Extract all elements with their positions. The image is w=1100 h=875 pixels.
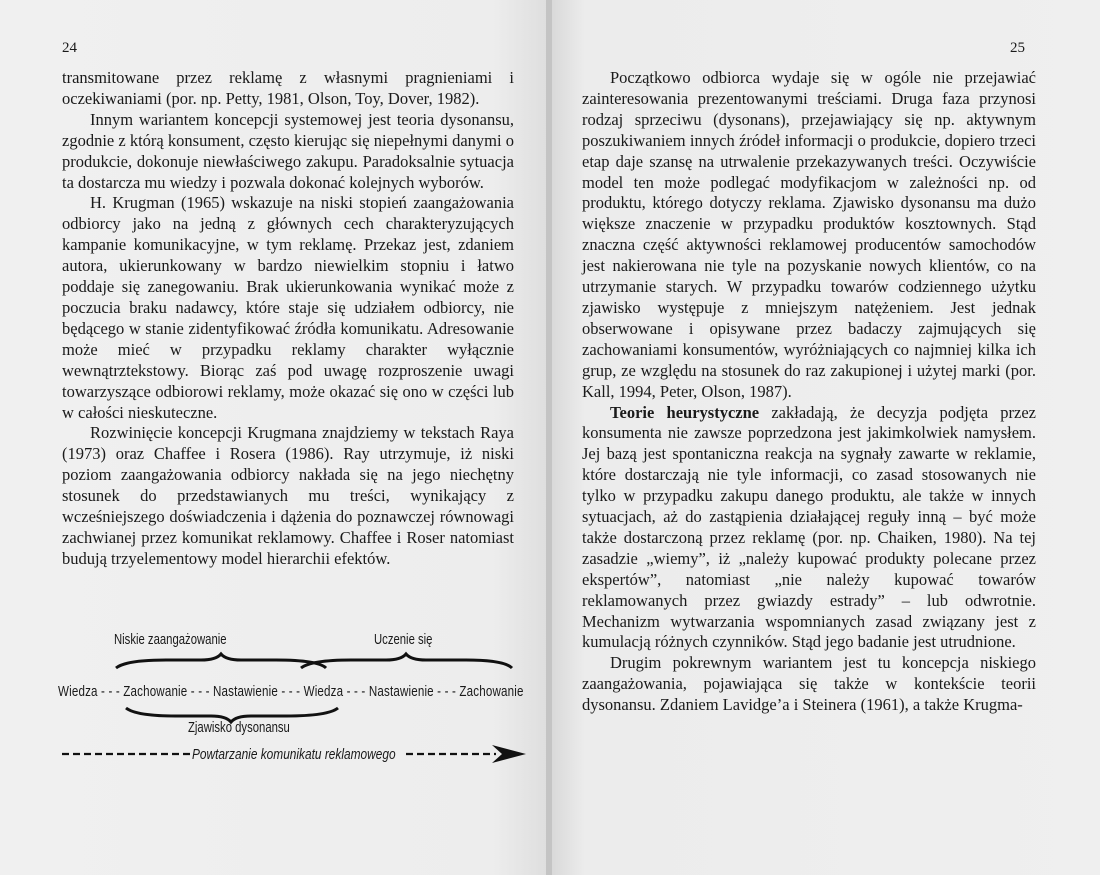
brace-learning: [301, 654, 512, 668]
sequence-item: Zachowanie: [459, 684, 524, 700]
brace-low-involvement: [116, 654, 326, 668]
paragraph: Początkowo odbiorca wydaje się w ogóle nie przejawiać zainteresowania prezentowanymi treściami. Druga faza przynosi rodzaj sprzeciwu (dysonans), przejawiający się np. aktywnym poszukiwaniem innych źródeł informacji o produkcie, dopiero trzeci etap daje szansę na utrwalenie przekazywanych treści. Oczywiście model ten może podlegać modyfikacjom w zależności np. od produktu, którego dotyczy reklama. Zjawisko dysonansu ma dużo większe znaczenie w przypadku produktów kosztownych. Stąd znaczna część aktywności reklamowej producentów samochodów jest nakierowana nie tyle na pozyskanie nowych klientów, co na utrzymanie starych. W przypadku towarów codziennego użytku zjawisko występuje z mniejszym natężeniem. Jest jednak obserwowane i opisywane przez badaczy zajmujących się zachowaniami konsumentów, wyróżniających co najmniej kilka ich grup, ze względu na stosunek do raz zakupionej i użytej marki (por. Kall, 1994, Peter, Olson, 1987).: [582, 68, 1036, 401]
label-dissonance: Zjawisko dysonansu: [188, 720, 290, 736]
label-low-involvement: Niskie zaangażowanie: [114, 632, 227, 648]
sequence-item: Zachowanie: [123, 684, 188, 700]
left-page-text: [62, 68, 514, 570]
paragraph-continuation: zakładają, że decyzja podjęta przez konsumenta nie zawsze poprzedzona jest jakimkolwiek namysłem. Jej bazą jest spontaniczna reakcja na sygnały zawarte w reklamie, które dostarczają nie tyle informacji, co zasad stosowanych nie tylko w przypadku zakupu danego produktu, ale także w innych sytuacjach, aż do zastąpienia działającej reguły inną – być może także dostarczoną przez reklamę (por. np. Chaiken, 1980). Na tej zasadzie „wiemy”, iż „należy kupować produkty polecane przez ekspertów”, natomiast „nie należy kupować towarów reklamowanych przez gwiazdy estrady” – lub odwrotnie. Mechanizm wytwarzania wspomnianych zasad związany jest z kumulacją różnych czynników. Stąd jego badanie jest utrudnione.: [582, 402, 1037, 652]
label-repetition: Powtarzanie komunikatu reklamowego: [192, 747, 396, 763]
sequence-item: Nastawienie: [368, 684, 434, 700]
paragraph: Rozwinięcie koncepcji Krugmana znajdziemy w tekstach Raya (1973) oraz Chaffee i Rosera (1986). Ray utrzymuje, iż niski poziom zaangażowania odbiorcy nakłada się na jego niechętny stosunek do przedstawianych mu treści, wynikający z wcześniejszego doświadczenia i dążenia do poznawczej równowagi zachwianej przez komunikat reklamowy. Chaffee i Roser natomiast budują trzyelementowy model hierarchii efektów.: [62, 423, 514, 568]
right-page: [552, 0, 1100, 875]
label-learning: Uczenie się: [374, 632, 433, 648]
paragraph: H. Krugman (1965) wskazuje na niski stopień zaangażowania odbiorcy jako na jedną z głównych cech charakteryzujących kampanie komunikacyjne, w tym reklamę. Przekaz jest, zdaniem autora, ukierunkowany w bardzo niewielkim stopniu i łatwo poddaje się zanegowaniu. Brak ukierunkowania wynikać może z poczucia braku nadawcy, które staje się udziałem odbiorcy, nie będącego w stanie zidentyfikować źródła komunikatu. Adresowanie może mieć w przypadku reklamy charakter wyłącznie wewnątrztekstowy. Biorąc zaś pod uwagę rozproszenie uwagi towarzyszące odbiorowi reklamy, może okazać się ono w części lub w całości nieskuteczne.: [62, 193, 514, 422]
left-page: [0, 0, 548, 875]
paragraph: transmitowane przez reklamę z własnymi pragnieniami i oczekiwaniami (por. np. Petty, 1981, Olson, Toy, Dover, 1982).: [62, 68, 514, 108]
arrow-head: [492, 745, 526, 763]
sequence-item: Wiedza: [303, 684, 344, 700]
paragraph: Drugim pokrewnym wariantem jest tu koncepcja niskiego zaangażowania, pojawiająca się także w kontekście teorii dysonansu. Zdaniem Lavidge’a i Steinera (1961), a także Krugma-: [582, 653, 1036, 715]
sequence-item: Wiedza: [58, 684, 98, 700]
hierarchy-diagram: [56, 632, 526, 772]
page-number-left: 24: [62, 40, 77, 56]
effects-sequence: Wiedza - - - Zachowanie - - - Nastawienie - - - Wiedza - - - Nastawienie - - - Zachowanie: [58, 684, 524, 700]
bold-term: Teorie heurystyczne: [610, 402, 760, 422]
paragraph: [582, 403, 1036, 654]
page-number-right: 25: [1010, 40, 1025, 56]
sequence-item: Nastawienie: [213, 684, 278, 700]
right-page-text: [582, 68, 1036, 716]
paragraph: Innym wariantem koncepcji systemowej jest teoria dysonansu, zgodnie z którą konsument, często kierując się niepełnymi danymi o produkcie, dokonuje niewłaściwego zakupu. Paradoksalnie sytuacja ta dostarcza mu wiedzy i pozwala dokonać kolejnych wyborów.: [62, 109, 514, 192]
